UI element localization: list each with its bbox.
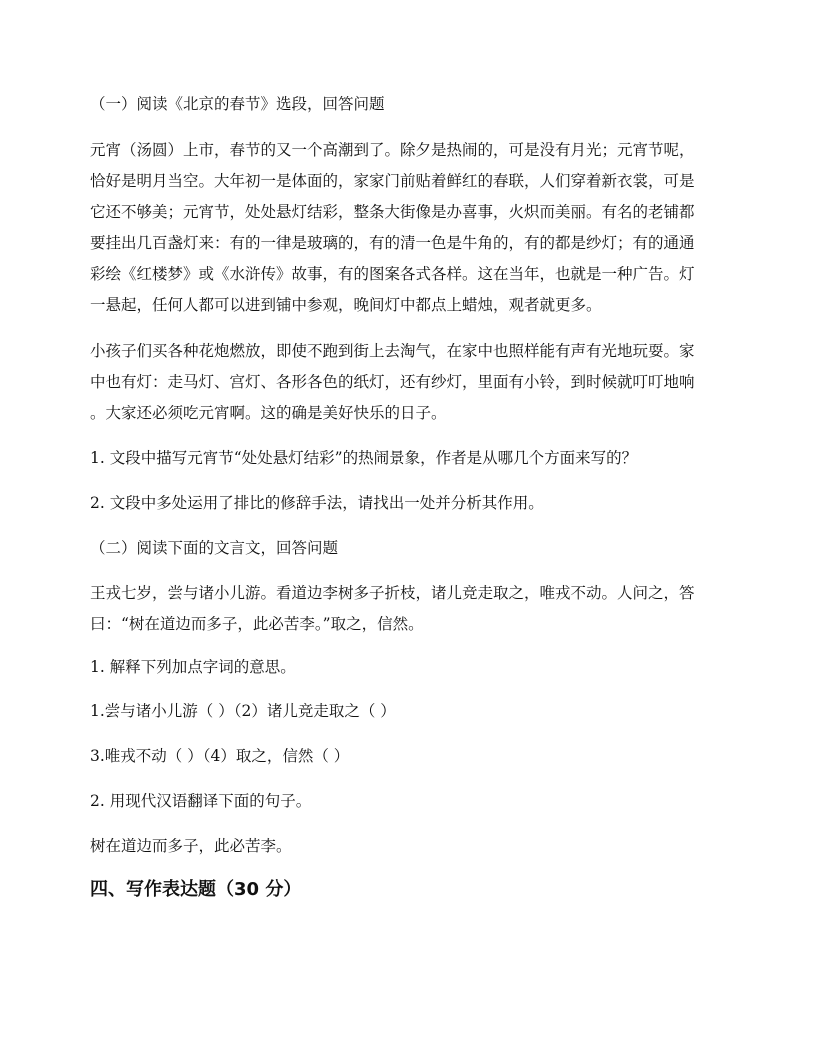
reading2-item-a: 1.尝与诸小儿游（ ）（2）诸儿竞走取之（ ） [90, 702, 396, 720]
section4-title: 四、写作表达题（30 分） [90, 879, 302, 900]
reading1-question-1: 1. 文段中描写元宵节“处处悬灯结彩”的热闹景象，作者是从哪几个方面来写的？ [90, 449, 638, 467]
reading1-para1-line-1: 元宵（汤圆）上市，春节的又一个高潮到了。除夕是热闹的，可是没有月光；元宵节呢， [90, 141, 695, 159]
reading1-para2-line-1: 小孩子们买各种花炮燃放，即使不跑到街上去淘气，在家中也照样能有声有光地玩耍。家 [90, 342, 695, 360]
reading2-question-2: 2. 用现代汉语翻译下面的句子。 [90, 792, 312, 810]
reading1-para1-line-4: 要挂出几百盏灯来：有的一律是玻璃的，有的清一色是牛角的，有的都是纱灯；有的通通 [90, 234, 695, 252]
reading2-question-1: 1. 解释下列加点字词的意思。 [90, 658, 296, 676]
reading1-para1-line-3: 它还不够美；元宵节，处处悬灯结彩，整条大街像是办喜事，火炽而美丽。有名的老铺都 [90, 203, 695, 221]
reading2-heading: （二）阅读下面的文言文，回答问题 [90, 539, 339, 557]
reading2-item-b: 3.唯戎不动（ ）（4）取之，信然（ ） [90, 747, 350, 765]
reading1-para1-line-6: 一悬起，任何人都可以进到铺中参观，晚间灯中都点上蜡烛，观者就更多。 [90, 296, 602, 314]
reading2-sentence: 树在道边而多子，此必苦李。 [90, 837, 292, 855]
reading2-passage-line-2: 曰：“树在道边而多子，此必苦李。”取之，信然。 [90, 615, 424, 633]
reading1-para2-line-3: 。大家还必须吃元宵啊。这的确是美好快乐的日子。 [90, 404, 447, 422]
reading1-para1-line-5: 彩绘《红楼梦》或《水浒传》故事，有的图案各式各样。这在当年，也就是一种广告。灯 [90, 265, 695, 283]
reading2-passage-line-1: 王戎七岁，尝与诸小儿游。看道边李树多子折枝，诸儿竞走取之，唯戎不动。人问之，答 [90, 584, 695, 602]
reading1-para1-line-2: 恰好是明月当空。大年初一是体面的，家家门前贴着鲜红的春联，人们穿着新衣裳，可是 [90, 172, 695, 190]
reading1-heading: （一）阅读《北京的春节》选段，回答问题 [90, 95, 385, 113]
reading1-para2-line-2: 中也有灯：走马灯、宫灯、各形各色的纸灯，还有纱灯，里面有小铃，到时候就叮叮地响 [90, 373, 695, 391]
reading1-question-2: 2. 文段中多处运用了排比的修辞手法，请找出一处并分析其作用。 [90, 494, 544, 512]
